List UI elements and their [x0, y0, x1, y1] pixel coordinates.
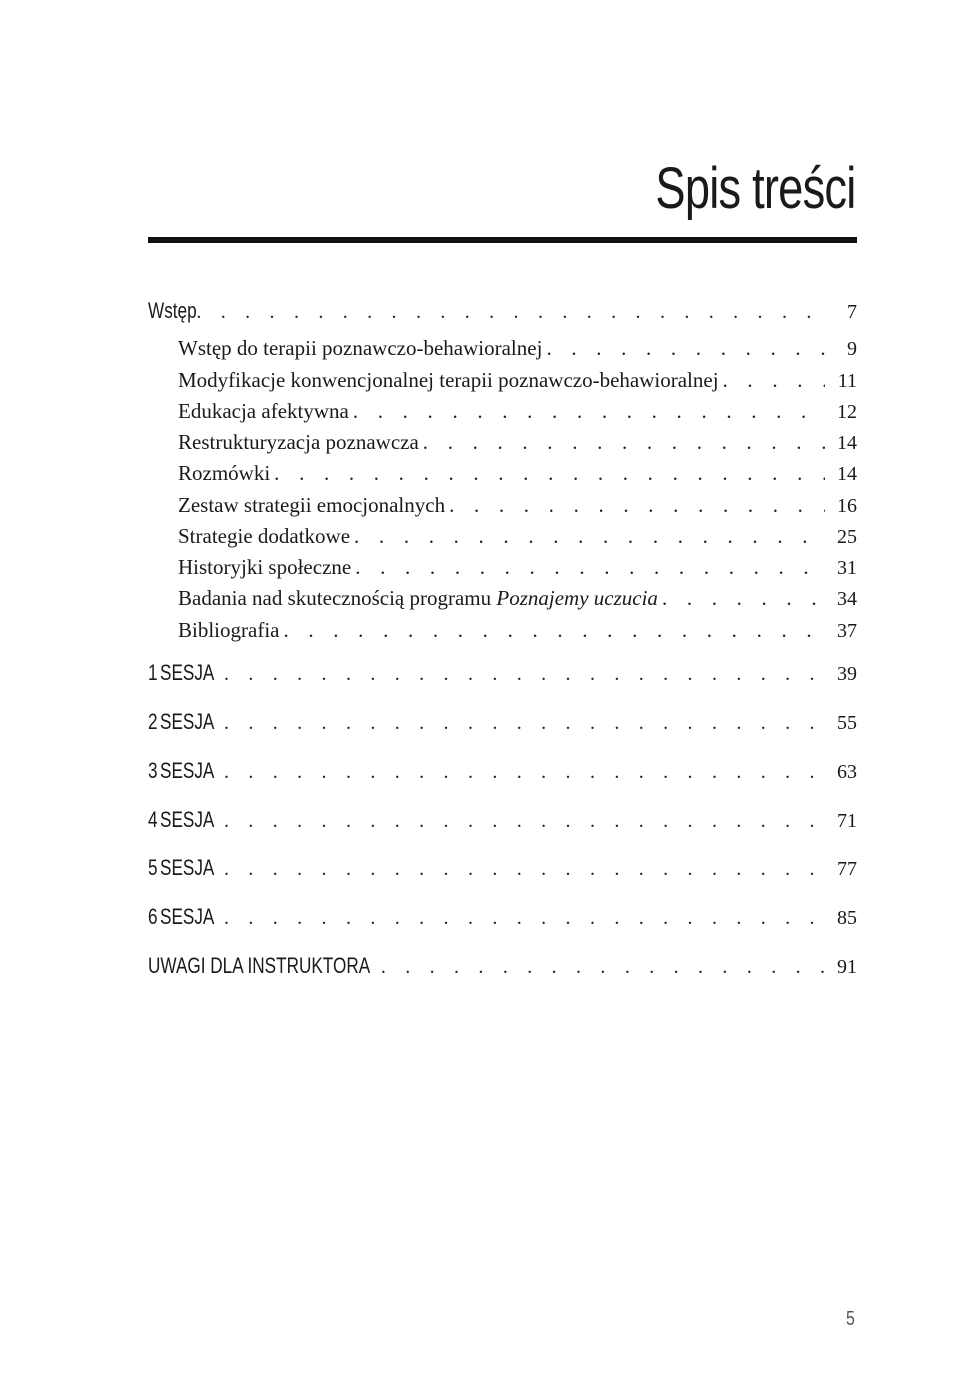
toc-subentry[interactable]	[148, 555, 857, 585]
toc-subentry[interactable]	[148, 524, 857, 554]
toc-entry-page: 63	[837, 761, 857, 783]
dot-leader	[546, 336, 825, 361]
toc-entry-page: 9	[847, 338, 857, 360]
dot-leader	[283, 618, 825, 643]
toc-entry-label: UWAGI DLA INSTRUKTORA	[148, 953, 371, 978]
session-number: 6	[148, 904, 158, 929]
toc-subentry[interactable]	[148, 586, 857, 616]
toc-entry-label: Wstęp do terapii poznawczo-behawioralnej	[178, 336, 543, 360]
toc-entry-session[interactable]	[148, 660, 857, 690]
dot-leader	[196, 301, 825, 324]
toc-entry-label: SESJA	[160, 709, 215, 734]
toc-entry-label: Wstęp	[148, 298, 197, 323]
toc-entry-session[interactable]	[148, 807, 857, 837]
toc-subentry[interactable]	[148, 618, 857, 648]
toc-subentry[interactable]	[148, 336, 857, 366]
session-number: 4	[148, 807, 158, 832]
toc-entry-label: SESJA	[160, 855, 215, 880]
toc-subentry[interactable]	[148, 493, 857, 523]
toc-subentry[interactable]	[148, 368, 857, 398]
dot-leader	[224, 810, 825, 833]
dot-leader	[354, 524, 825, 549]
session-number: 1	[148, 660, 158, 685]
toc-entry-page: 77	[837, 858, 857, 880]
title-rule	[148, 237, 857, 243]
toc-entry-label: SESJA	[160, 660, 215, 685]
toc-subentry[interactable]	[148, 430, 857, 460]
toc-entry-page: 7	[847, 301, 857, 323]
toc-entry-label: Modyfikacje konwencjonalnej terapii poznawczo-behawioralnej	[178, 368, 719, 392]
toc-entry-page: 12	[837, 401, 857, 423]
dot-leader	[224, 663, 825, 686]
toc-entry-page: 34	[837, 588, 857, 610]
session-number: 3	[148, 758, 158, 783]
toc-entry-page: 85	[837, 907, 857, 929]
toc-entry-page: 14	[837, 432, 857, 454]
toc-entry-label: SESJA	[160, 758, 215, 783]
dot-leader	[224, 761, 825, 784]
dot-leader	[723, 368, 825, 393]
toc-entry-page: 14	[837, 463, 857, 485]
toc-entry-label: Restrukturyzacja poznawcza	[178, 430, 419, 454]
dot-leader	[353, 399, 825, 424]
dot-leader	[662, 586, 825, 611]
toc-entry-label: Bibliografia	[178, 618, 280, 642]
dot-leader	[224, 907, 825, 930]
toc-entry-label: SESJA	[160, 904, 215, 929]
dot-leader	[381, 956, 825, 979]
toc-entry-notes[interactable]	[148, 953, 857, 983]
toc-entry-label-italic: Poznajemy uczucia	[496, 586, 658, 610]
toc-entry-session[interactable]	[148, 758, 857, 788]
dot-leader	[423, 430, 825, 455]
toc-entry-page: 55	[837, 712, 857, 734]
toc-entry-label: Zestaw strategii emocjonalnych	[178, 493, 446, 517]
toc-entry-page: 31	[837, 557, 857, 579]
toc-entry-session[interactable]	[148, 904, 857, 934]
toc-entry-label: Historyjki społeczne	[178, 555, 352, 579]
page-title: Spis treści	[655, 156, 856, 221]
page-number: 5	[846, 1308, 855, 1330]
toc-entry-label: SESJA	[160, 807, 215, 832]
toc-entry-session[interactable]	[148, 855, 857, 885]
toc-entry-label: Badania nad skutecznością programu	[178, 586, 492, 610]
toc-entry-page: 91	[837, 956, 857, 978]
dot-leader	[449, 493, 825, 518]
toc-entry-label: Edukacja afektywna	[178, 399, 349, 423]
toc-entry-page: 25	[837, 526, 857, 548]
dot-leader	[224, 858, 825, 881]
session-number: 2	[148, 709, 158, 734]
toc-entry-page: 37	[837, 620, 857, 642]
toc-entry-intro[interactable]	[148, 298, 857, 328]
dot-leader	[274, 461, 825, 486]
toc-entry-page: 39	[837, 663, 857, 685]
dot-leader	[355, 555, 825, 580]
toc-entry-page: 11	[837, 370, 857, 392]
toc-entry-page: 16	[837, 495, 857, 517]
dot-leader	[224, 712, 825, 735]
session-number: 5	[148, 855, 158, 880]
toc-entry-label: Strategie dodatkowe	[178, 524, 351, 548]
toc-subentry[interactable]	[148, 461, 857, 491]
toc-entry-page: 71	[837, 810, 857, 832]
toc-entry-label: Rozmówki	[178, 461, 271, 485]
toc-subentry[interactable]	[148, 399, 857, 429]
toc-entry-session[interactable]	[148, 709, 857, 739]
